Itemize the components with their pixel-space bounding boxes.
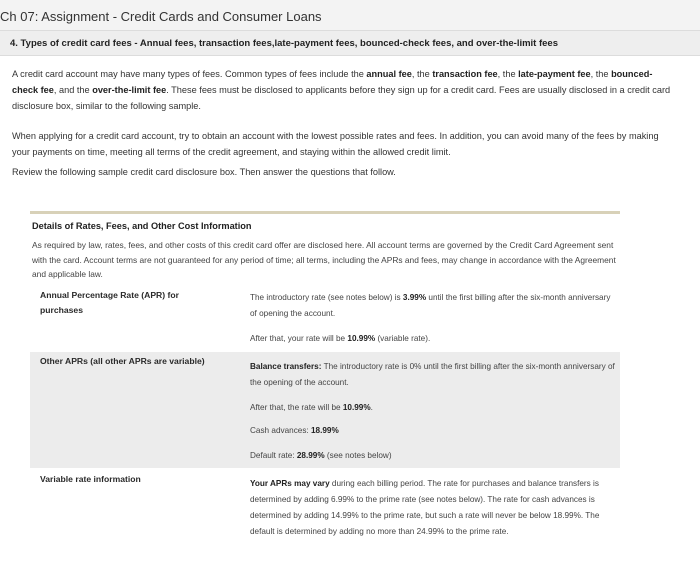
variable-rate-text: Your APRs may vary during each billing period. The rate for purchases and balance transfers is determined by adding 6.99% to the prime rate (see notes below). The rate for cash advances is determined by adding 14.99% to the prime rate, but such a rate will never be below 18.99%. The default is determined by adding no more than 24.99% to the prime rate. [250, 479, 600, 536]
term-bounced-check-fee: bounced-check fee [12, 69, 653, 95]
term-over-the-limit-fee: over-the-limit fee [92, 85, 167, 95]
default-rate: 28.99% [296, 451, 325, 460]
page-title: Ch 07: Assignment - Credit Cards and Consumer Loans [0, 9, 322, 24]
variable-rate-label: Variable rate information [40, 474, 141, 484]
intro-paragraph-instruction: Review the following sample credit card disclosure box. Then answer the questions that follow. [12, 167, 396, 177]
intro-paragraph-advice: When applying for a credit card account, try to obtain an account with the lowest possible rates and fees. In addition, you can avoid many of the fees by making your payments on time, meeting all terms of the credit agreement, and staying within the allowed credit limit. [12, 131, 659, 157]
balance-transfers-after-rate: 10.99% [342, 403, 371, 412]
cash-advances-rate: 18.99% [311, 426, 339, 435]
apr-after-rate: 10.99% [347, 334, 376, 343]
disclosure-title: Details of Rates, Fees, and Other Cost Information [32, 221, 252, 231]
apr-intro-rate-text: The introductory rate (see notes below) is 3.99% until the first billing after the six-month anniversary of opening the account. [250, 293, 611, 318]
disclosure-intro: As required by law, rates, fees, and other costs of this credit card offer are disclosed here. All account terms are governed by the Credit Card Agreement sent with the card. Account terms are not guaranteed for any period of time; all terms, including the APRs and fees, may change in accordance with the Agreement and applicable law. [32, 240, 616, 279]
balance-transfers-label: Balance transfers: [250, 362, 322, 371]
question-title: 4. Types of credit card fees - Annual fees, transaction fees,late-payment fees, bounced-check fees, and over-the-limit fees [10, 38, 559, 49]
balance-transfers-after-text: After that, the rate will be 10.99%. [250, 403, 373, 412]
term-late-payment-fee: late-payment fee [518, 69, 591, 79]
other-aprs-label: Other APRs (all other APRs are variable) [40, 356, 205, 366]
apr-intro-rate: 3.99% [402, 293, 427, 302]
apr-after-rate-text: After that, your rate will be 10.99% (variable rate). [250, 334, 431, 343]
cash-advances-text: Cash advances: 18.99% [250, 426, 339, 435]
disclosure-box-rule [30, 211, 620, 214]
apr-label-line2: purchases [40, 305, 83, 315]
default-rate-text: Default rate: 28.99% (see notes below) [250, 451, 392, 460]
intro-paragraph-fees: A credit card account may have many types of fees. Common types of fees include the annual fee, the transaction fee, the late-payment fee, the bounced-check fee, and the over-the-limit fee. These fees must be disclosed to applicants before they sign up for a credit card. Fees are usually disclosed in a credit card disclosure box, similar to the following sample. [12, 69, 671, 111]
term-transaction-fee: transaction fee [432, 69, 498, 79]
balance-transfers-text: Balance transfers: The introductory rate is 0% until the first billing after the six-month anniversary of the opening of the account. [250, 362, 615, 387]
apr-label-line1: Annual Percentage Rate (APR) for [40, 290, 179, 300]
variable-rate-bold: Your APRs may vary [250, 479, 330, 488]
term-annual-fee: annual fee [366, 69, 412, 79]
